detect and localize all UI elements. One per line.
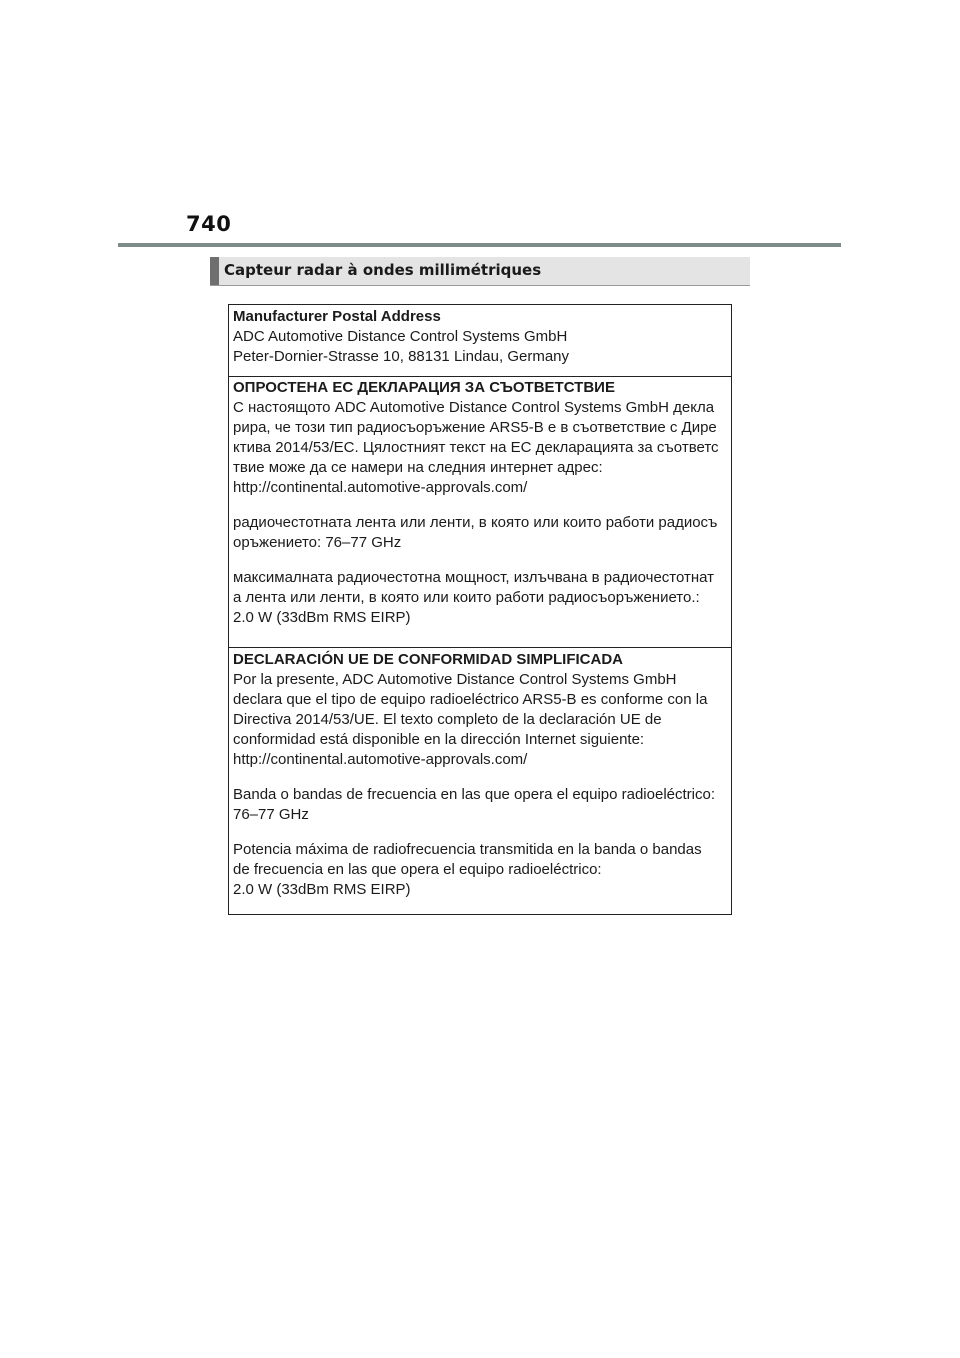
url-text: http://continental.automotive-approvals.com/ (233, 479, 528, 496)
manufacturer-block (229, 307, 731, 367)
text-line: Directiva 2014/53/UE. El texto completo de la declaración UE de (233, 711, 662, 728)
text-line: Por la presente, ADC Automotive Distance Control Systems GmbH (233, 671, 677, 688)
spanish-heading: DECLARACIÓN UE DE CONFORMIDAD SIMPLIFICADA (233, 651, 623, 668)
text-line: Potencia máxima de radiofrecuencia transmitida en la banda o bandas (233, 841, 702, 858)
text-line: радиочестотната лента или ленти, в която или които работи радиосъ (233, 514, 718, 531)
text-line: рира, че този тип радиосъоръжение ARS5-B е в съответствие с Дире (233, 419, 717, 436)
text-line: 2.0 W (33dBm RMS EIRP) (233, 609, 411, 626)
spanish-declaration-block (229, 650, 731, 900)
section-header (210, 257, 750, 286)
manufacturer-line: ADC Automotive Distance Control Systems GmbH (233, 328, 568, 345)
page-number: 740 (186, 212, 232, 236)
text-line: conformidad está disponible en la dirección Internet siguiente: (233, 731, 645, 748)
manufacturer-line: Peter-Dornier-Strasse 10, 88131 Lindau, Germany (233, 348, 570, 365)
block-divider (229, 647, 731, 648)
text-line: С настоящото ADC Automotive Distance Control Systems GmbH декла (233, 399, 715, 416)
text-line: Banda o bandas de frecuencia en las que opera el equipo radioeléctrico: (233, 786, 716, 803)
text-line: 76–77 GHz (233, 806, 309, 823)
section-title: Capteur radar à ondes millimétriques (224, 261, 542, 279)
declaration-box (228, 304, 732, 915)
header-rule (118, 243, 841, 247)
text-line: максималната радиочестотна мощност, излъчвана в радиочестотнат (233, 569, 715, 586)
text-line: ктива 2014/53/EC. Цялостният текст на ЕС декларацията за съответс (233, 439, 719, 456)
text-line: 2.0 W (33dBm RMS EIRP) (233, 881, 411, 898)
bulgarian-declaration-block (229, 378, 731, 628)
manufacturer-heading: Manufacturer Postal Address (233, 308, 441, 325)
text-line: declara que el tipo de equipo radioeléctrico ARS5-B es conforme con la (233, 691, 708, 708)
text-line: оръжението: 76–77 GHz (233, 534, 402, 551)
block-divider (229, 376, 731, 377)
url-text: http://continental.automotive-approvals.com/ (233, 751, 528, 768)
section-accent-bar (210, 257, 219, 285)
text-line: твие може да се намери на следния интернет адрес: (233, 459, 603, 476)
bulgarian-heading: ОПРОСТЕНА ЕС ДЕКЛАРАЦИЯ ЗА СЪОТВЕТСТВИЕ (233, 379, 615, 396)
text-line: а лента или ленти, в която или които работи радиосъоръжението.: (233, 589, 700, 606)
text-line: de frecuencia en las que opera el equipo radioeléctrico: (233, 861, 602, 878)
